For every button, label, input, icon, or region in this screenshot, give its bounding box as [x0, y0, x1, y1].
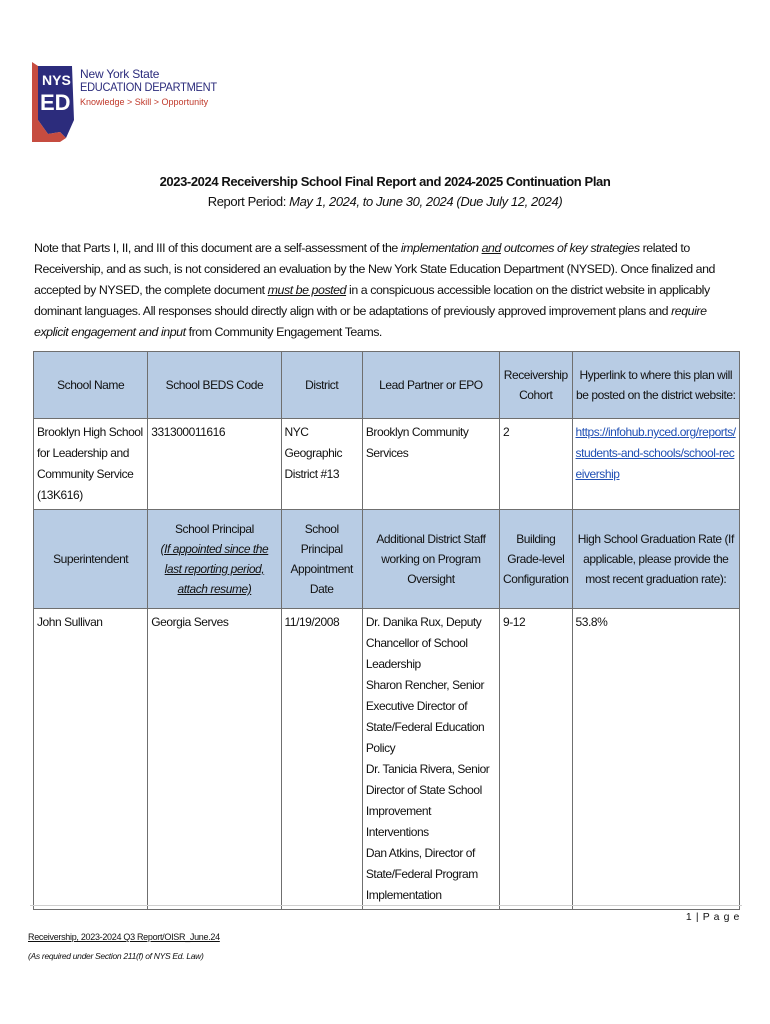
- table-header-row-2: [34, 510, 740, 609]
- cell-superintendent: John Sullivan: [34, 609, 148, 910]
- footer-legal-note: (As required under Section 211(f) of NYS Ed. Law): [28, 951, 204, 961]
- logo-tagline: Knowledge > Skill > Opportunity: [80, 97, 209, 108]
- page-number: 1 | P a g e: [685, 911, 740, 923]
- cell-hyperlink: [572, 419, 739, 510]
- header-superintendent: Superintendent: [34, 510, 148, 609]
- staff-entry: Sharon Rencher, Senior Executive Director of State/Federal Education Policy: [365, 678, 485, 755]
- table-row: [34, 419, 740, 510]
- header-district: District: [281, 352, 362, 419]
- note-text-3: in a conspicuous accessible location on the district website in applicably dominant languages. All responses should directly align with or be adaptations of previously approved improvement plans and: [34, 283, 710, 318]
- note-italic-1: implementation: [400, 241, 482, 255]
- header-cohort: Receivership Cohort: [500, 352, 573, 419]
- header-grad-rate: High School Graduation Rate (If applicable, please provide the most recent graduation rate):: [572, 510, 739, 609]
- cell-grad-rate: 53.8%: [572, 609, 739, 910]
- note-text-1: Note that Parts I, II, and III of this document are a self-assessment of the: [34, 241, 401, 255]
- cell-cohort: 2: [500, 419, 573, 510]
- report-period: [0, 194, 770, 209]
- cell-grade-config: 9-12: [500, 609, 573, 910]
- table-header-row-1: [34, 352, 740, 419]
- header-beds-code: School BEDS Code: [148, 352, 281, 419]
- footer-divider: [30, 905, 742, 906]
- note-text-2: related to Receivership, and as such, is not considered an evaluation by the New York State Education Department (NYSED). Once finalized and accepted by NYSED, the complete document: [34, 241, 715, 297]
- note-underline-2: must be posted: [267, 283, 347, 297]
- report-period-label: Report Period:: [207, 194, 290, 209]
- cell-beds-code: 331300011616: [148, 419, 281, 510]
- logo-ed-text: ED: [40, 90, 71, 115]
- logo-state-name: New York State: [80, 67, 160, 81]
- cell-appointment-date: 11/19/2008: [281, 609, 362, 910]
- logo-nys-text: NYS: [42, 72, 71, 88]
- note-italic-3: require explicit engagement and input: [34, 304, 707, 339]
- header-principal-note: (If appointed since the last reporting period, attach resume): [160, 542, 269, 596]
- footer-report-id: Receivership, 2023-2024 Q3 Report/OISR_June.24: [28, 932, 220, 942]
- staff-entry: Dr. Danika Rux, Deputy Chancellor of School Leadership: [365, 615, 482, 671]
- header-principal: [148, 510, 281, 609]
- document-title: 2023-2024 Receivership School Final Report and 2024-2025 Continuation Plan: [159, 174, 611, 189]
- table-row: [34, 609, 740, 910]
- header-grade-config: Building Grade-level Configuration: [500, 510, 573, 609]
- logo-wordmark: [80, 68, 229, 108]
- intro-note: [34, 238, 740, 343]
- note-underline-1: and: [481, 241, 501, 255]
- district-plan-link[interactable]: https://infohub.nyced.org/reports/students-and-schools/school-receivership: [575, 425, 736, 481]
- header-principal-title: School Principal: [174, 522, 254, 536]
- cell-lead-partner: Brooklyn Community Services: [362, 419, 499, 510]
- header-hyperlink: Hyperlink to where this plan will be posted on the district website:: [572, 352, 739, 419]
- cell-school-name: Brooklyn High School for Leadership and Community Service (13K616): [34, 419, 148, 510]
- staff-entry: Dr. Tanicia Rivera, Senior Director of State School Improvement Interventions: [365, 762, 490, 839]
- header-additional-staff: Additional District Staff working on Program Oversight: [362, 510, 499, 609]
- logo-department-name: EDUCATION DEPARTMENT: [80, 80, 217, 95]
- header-appointment-date: School Principal Appointment Date: [281, 510, 362, 609]
- header-lead-partner: Lead Partner or EPO: [362, 352, 499, 419]
- cell-principal: Georgia Serves: [148, 609, 281, 910]
- cell-additional-staff: [362, 609, 499, 910]
- note-text-4: from Community Engagement Teams.: [185, 325, 382, 339]
- school-info-table: [33, 351, 740, 910]
- staff-entry: Dan Atkins, Director of State/Federal Program Implementation: [365, 846, 478, 902]
- cell-district: NYC Geographic District #13: [281, 419, 362, 510]
- report-period-dates: May 1, 2024, to June 30, 2024 (Due July 12, 2024): [289, 194, 563, 209]
- header-school-name: School Name: [34, 352, 148, 419]
- note-italic-2: outcomes of key strategies: [500, 241, 640, 255]
